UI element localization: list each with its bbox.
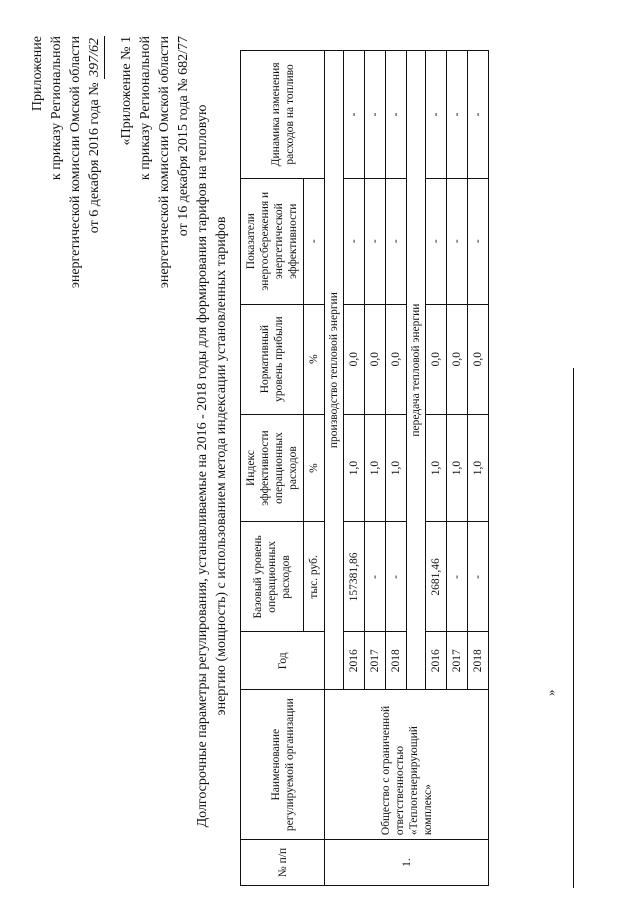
unit-efficiency-index: % [304,414,325,522]
base-level-cell: - [468,522,489,632]
year-cell: 2016 [426,632,447,690]
fuel-dynamics-cell: - [426,51,447,179]
unit-energy-saving: - [304,178,325,304]
unit-base-level: тыс. руб. [304,522,325,632]
organization-name: Общество с ограниченной ответственностью «Теплогенерирующий комплекс» [325,690,489,840]
efficiency-index-cell: 1,0 [365,414,386,522]
document-title-line-2: энергию (мощность) с использованием метода индексации установленных тарифов [214,216,229,716]
fuel-dynamics-cell: - [365,51,386,179]
appendix-title: Приложение [30,36,45,112]
prior-appendix-line-2: энергетической комиссии Омской области [157,36,172,289]
handwritten-order-number: 397/62 [85,36,105,79]
base-level-cell: - [365,522,386,632]
year-cell: 2016 [344,632,365,690]
appendix-date-prefix: от 6 декабря 2016 года № [87,82,102,234]
profit-level-cell: 0,0 [344,304,365,414]
efficiency-index-cell: 1,0 [447,414,468,522]
row-num: 1. [325,840,489,886]
year-cell: 2017 [447,632,468,690]
profit-level-cell: 0,0 [386,304,407,414]
section-title: производство тепловой энергии [325,51,344,690]
energy-saving-cell: - [426,178,447,304]
fuel-dynamics-cell: - [468,51,489,179]
header-year: Год [241,632,325,690]
energy-saving-cell: - [468,178,489,304]
prior-appendix-title: «Приложение № 1 [119,36,134,146]
profit-level-cell: 0,0 [426,304,447,414]
prior-appendix-date: от 16 декабря 2015 года № 682/77 [176,36,191,237]
base-level-cell: 2681,46 [426,522,447,632]
base-level-cell: 157381,86 [344,522,365,632]
appendix-date [85,36,105,396]
header-base-level: Базовый уровень операционных расходов [241,522,304,632]
profit-level-cell: 0,0 [365,304,386,414]
prior-appendix-line-1: к приказу Региональной [138,36,153,181]
header-energy-saving: Показатели энергосбережения и энергетической эффективности [241,178,304,304]
year-cell: 2018 [386,632,407,690]
rotated-page-content [28,36,608,896]
efficiency-index-cell: 1,0 [344,414,365,522]
year-cell: 2017 [365,632,386,690]
header-fuel-dynamics: Динамика изменения расходов на топливо [241,51,325,179]
closing-quote-mark: » [543,689,558,696]
energy-saving-cell: - [447,178,468,304]
regulation-parameters-table [240,50,489,886]
fuel-dynamics-cell: - [386,51,407,179]
appendix-line-1: к приказу Региональной [49,36,64,181]
header-num: № п/п [241,840,325,886]
header-efficiency-index: Индекс эффективности операционных расходов [241,414,304,522]
profit-level-cell: 0,0 [468,304,489,414]
table-header-row [241,51,304,886]
appendix-line-2: энергетической комиссии Омской области [68,36,83,289]
energy-saving-cell: - [386,178,407,304]
profit-level-cell: 0,0 [447,304,468,414]
efficiency-index-cell: 1,0 [386,414,407,522]
year-cell: 2018 [468,632,489,690]
header-org: Наименование регулируемой организации [241,690,325,840]
closing-rule [573,368,574,888]
section-row-production [325,51,344,886]
fuel-dynamics-cell: - [344,51,365,179]
appendix-header [28,36,193,396]
energy-saving-cell: - [365,178,386,304]
base-level-cell: - [386,522,407,632]
efficiency-index-cell: 1,0 [426,414,447,522]
fuel-dynamics-cell: - [447,51,468,179]
efficiency-index-cell: 1,0 [468,414,489,522]
section-title: передача тепловой энергии [407,51,426,690]
header-profit-level: Нормативный уровень прибыли [241,304,304,414]
energy-saving-cell: - [344,178,365,304]
document-title [193,36,231,896]
base-level-cell: - [447,522,468,632]
document-title-line-1: Долгосрочные параметры регулирования, устанавливаемые на 2016 - 2018 годы для формирования тарифов на тепловую [195,104,210,828]
unit-profit-level: % [304,304,325,414]
